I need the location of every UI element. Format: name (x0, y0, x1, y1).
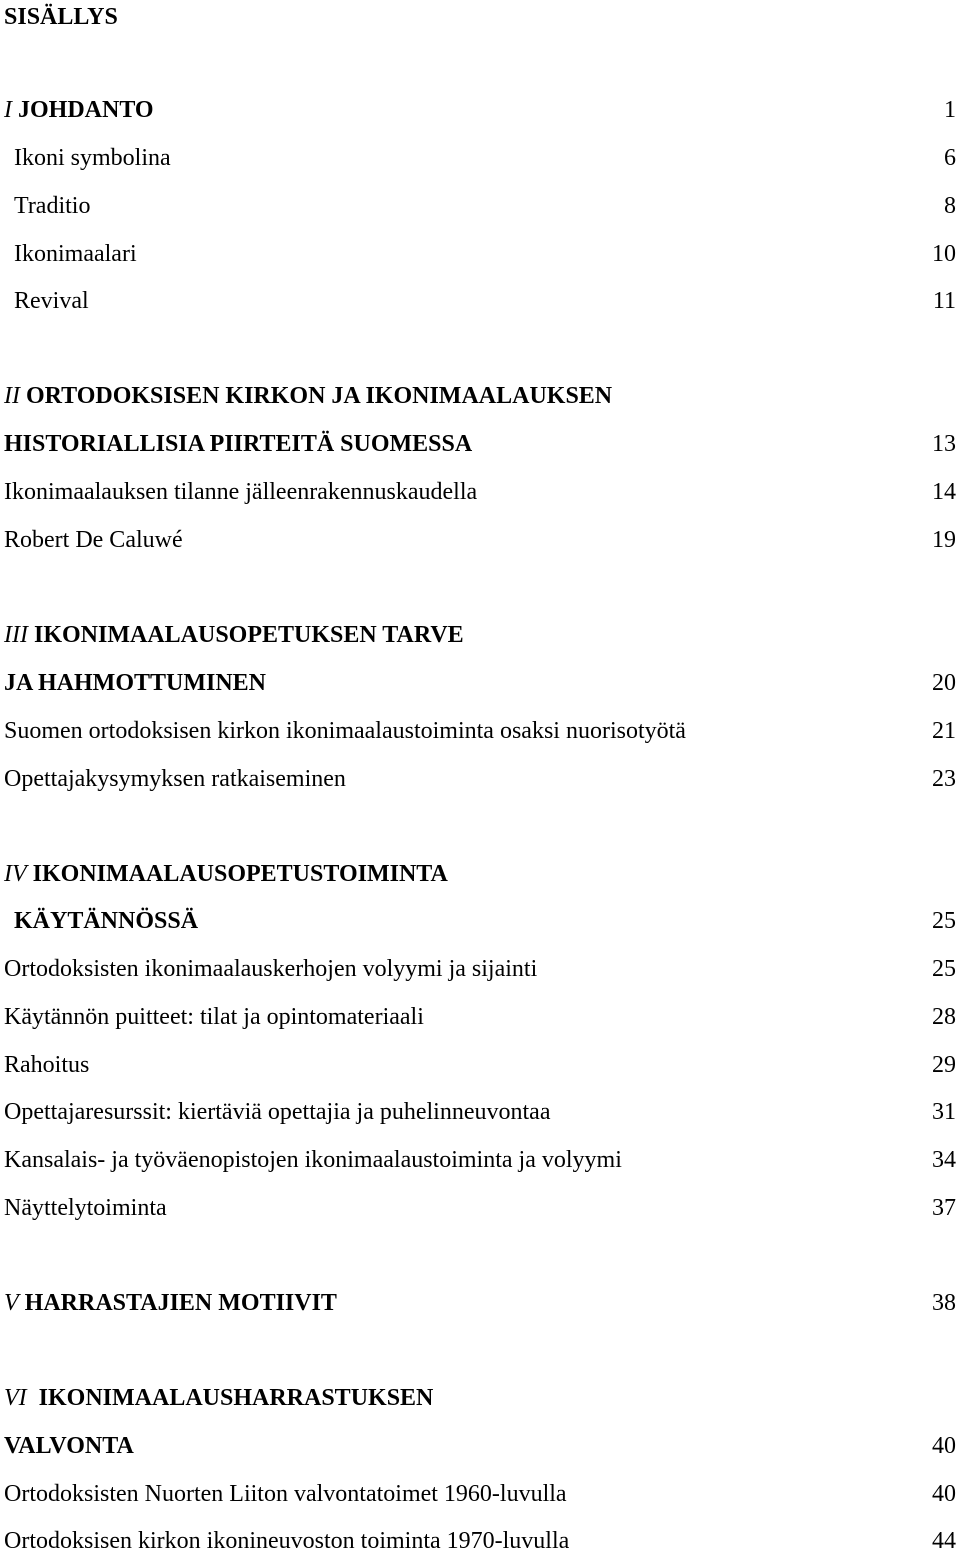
page-number: 20 (932, 670, 956, 696)
page-number: 40 (932, 1481, 956, 1507)
toc-entry (4, 143, 956, 173)
chapter-label: VALVONTA (4, 1433, 134, 1459)
page-number: 23 (932, 766, 956, 792)
page-number: 8 (944, 193, 956, 219)
entry-label: Ortodoksisen kirkon ikonineuvoston toiminta 1970-luvulla (4, 1528, 570, 1554)
chapter-label: JA HAHMOTTUMINEN (4, 670, 267, 696)
toc-chapter-4 (4, 859, 956, 889)
toc-entry (4, 477, 956, 507)
entry-label: Rahoitus (4, 1052, 90, 1078)
entry-label: Suomen ortodoksisen kirkon ikonimaalaustoiminta osaksi nuorisotyötä (4, 718, 686, 744)
toc-chapter-3 (4, 620, 956, 650)
page-number: 44 (932, 1528, 956, 1554)
page-number: 25 (932, 908, 956, 934)
page-number: 31 (932, 1099, 956, 1125)
page-number: 34 (932, 1147, 956, 1173)
toc-chapter-6-cont (4, 1431, 956, 1461)
toc-chapter-3-cont (4, 668, 956, 698)
toc-chapter-2-cont (4, 429, 956, 459)
chapter-label: HARRASTAJIEN MOTIIVIT (24, 1290, 337, 1316)
entry-label: Kansalais- ja työväenopistojen ikonimaalaustoiminta ja volyymi (4, 1147, 622, 1173)
chapter-numeral: I (4, 97, 12, 123)
entry-label: Opettajaresurssit: kiertäviä opettajia ja puhelinneuvontaa (4, 1099, 551, 1125)
page-number: 28 (932, 1004, 956, 1030)
entry-label: Ikoni symbolina (14, 145, 171, 171)
page-number: 25 (932, 956, 956, 982)
toc-entry (4, 1193, 956, 1223)
toc-entry (4, 525, 956, 555)
chapter-numeral: II (4, 383, 20, 409)
toc-chapter-5 (4, 1288, 956, 1318)
toc-chapter-4-cont (4, 906, 956, 936)
toc-chapter-2 (4, 381, 956, 411)
toc-entry (4, 954, 956, 984)
page-number: 10 (932, 241, 956, 267)
entry-label: Robert De Caluwé (4, 527, 183, 553)
entry-label: Käytännön puitteet: tilat ja opintomateriaali (4, 1004, 424, 1030)
toc-entry (4, 239, 956, 269)
toc-entry (4, 286, 956, 316)
page-number: 29 (932, 1052, 956, 1078)
toc-title (4, 2, 956, 32)
page-number: 19 (932, 527, 956, 553)
toc-entry (4, 716, 956, 746)
page-number: 1 (944, 97, 956, 123)
page-number: 6 (944, 145, 956, 171)
entry-label: Ortodoksisten ikonimaalauskerhojen volyymi ja sijainti (4, 956, 538, 982)
toc-entry (4, 191, 956, 221)
entry-label: Opettajakysymyksen ratkaiseminen (4, 766, 346, 792)
chapter-label: IKONIMAALAUSHARRASTUKSEN (38, 1385, 434, 1411)
entry-label: Revival (14, 288, 89, 314)
toc-entry (4, 1002, 956, 1032)
chapter-label: KÄYTÄNNÖSSÄ (14, 908, 199, 934)
chapter-numeral: IV (4, 861, 27, 887)
page-number: 40 (932, 1433, 956, 1459)
toc-entry (4, 1097, 956, 1127)
entry-label: Traditio (14, 193, 91, 219)
page-number: 37 (932, 1195, 956, 1221)
page-number: 38 (932, 1290, 956, 1316)
toc-chapter-6 (4, 1383, 956, 1413)
chapter-numeral: V (4, 1290, 19, 1316)
chapter-numeral: III (4, 622, 28, 648)
entry-label: Ikonimaalari (14, 241, 137, 267)
page-number: 21 (932, 718, 956, 744)
toc-entry (4, 1145, 956, 1175)
toc-chapter-1 (4, 95, 956, 125)
page-number: 14 (932, 479, 956, 505)
entry-label: Ortodoksisten Nuorten Liiton valvontatoimet 1960-luvulla (4, 1481, 567, 1507)
entry-label: Ikonimaalauksen tilanne jälleenrakennuskaudella (4, 479, 478, 505)
toc-entry (4, 1526, 956, 1556)
chapter-label: ORTODOKSISEN KIRKON JA IKONIMAALAUKSEN (25, 383, 613, 409)
entry-label: Näyttelytoiminta (4, 1195, 167, 1221)
chapter-label: IKONIMAALAUSOPETUKSEN TARVE (33, 622, 464, 648)
page-number: 13 (932, 431, 956, 457)
chapter-label: JOHDANTO (18, 97, 154, 123)
toc-entry (4, 1050, 956, 1080)
chapter-numeral: VI (4, 1385, 27, 1411)
chapter-label: HISTORIALLISIA PIIRTEITÄ SUOMESSA (4, 431, 473, 457)
toc-entry (4, 1479, 956, 1509)
toc-entry (4, 764, 956, 794)
toc-title-text: SISÄLLYS (4, 4, 118, 30)
page-number: 11 (932, 288, 956, 314)
chapter-label: IKONIMAALAUSOPETUSTOIMINTA (32, 861, 448, 887)
